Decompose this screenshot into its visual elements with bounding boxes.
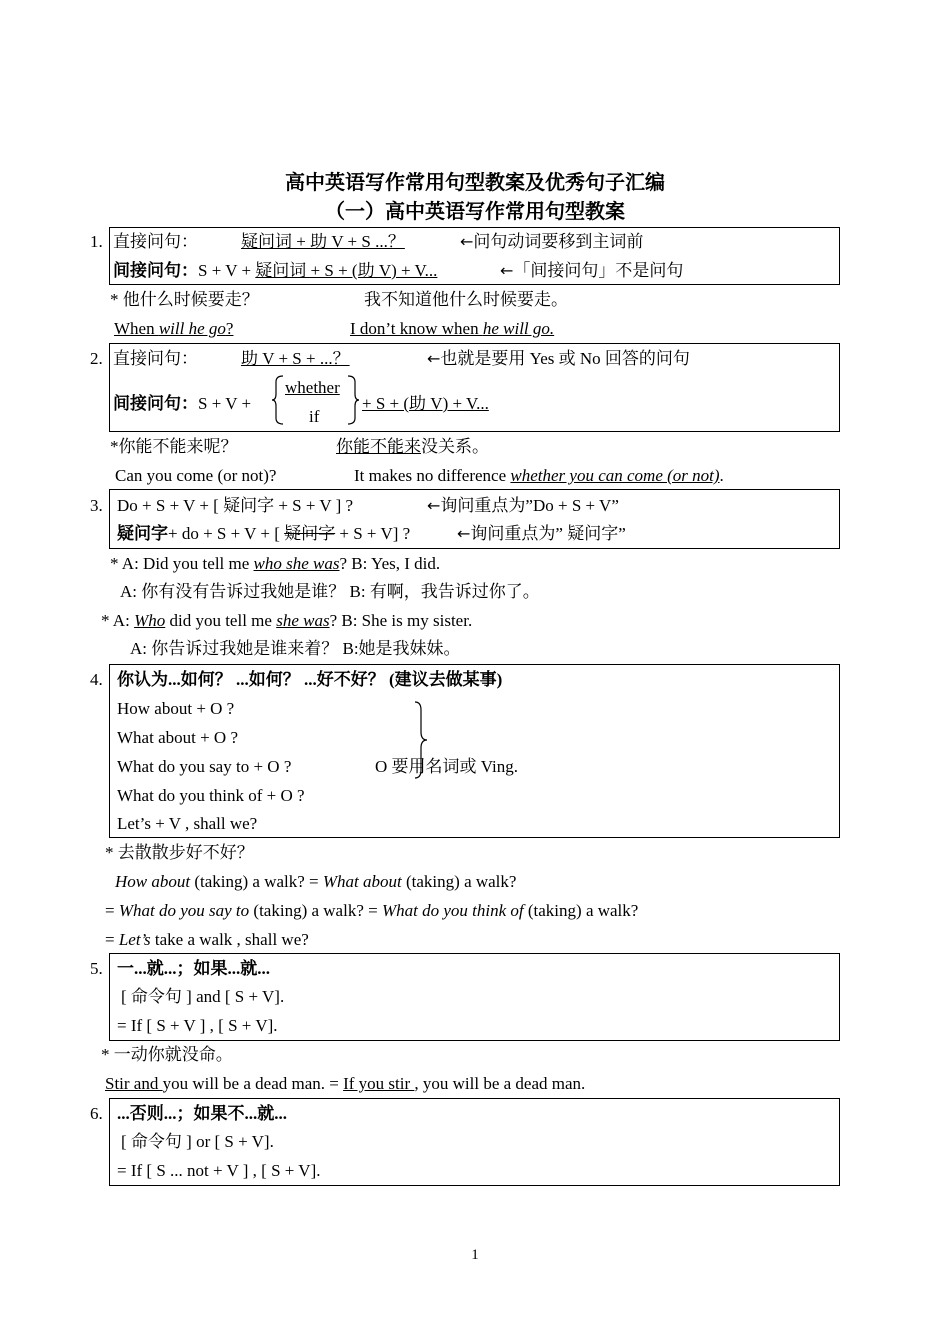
s5-header: 一...就...；如果...就... <box>117 959 270 978</box>
s1-indirect-label: 间接问句： <box>113 261 198 280</box>
s2-example-en1: Can you come (or not)? <box>115 466 277 485</box>
arrow-left-icon: ← <box>427 349 441 368</box>
s1-indirect-line: 间接问句：S + V + 疑问词 + S + (助 V) + V... <box>113 261 438 280</box>
s3-example-2: A: 你有没有告诉过我她是谁？ B: 有啊，我告诉过你了。 <box>120 582 540 601</box>
s3-line1-formula: Do + S + V + [ 疑问字 + S + V ] ? <box>117 496 354 515</box>
arrow-left-icon: ← <box>457 524 471 543</box>
s6-line2: [ 命令句 ] or [ S + V]. <box>121 1132 274 1151</box>
s2-example-cn2: 你能不能来没关系。 <box>336 437 489 456</box>
section-number: 1. <box>90 232 103 251</box>
page-number: 1 <box>471 1247 479 1263</box>
s1-direct-note: ←问句动词要移到主词前 <box>460 232 644 251</box>
arrow-left-icon: ← <box>427 496 441 515</box>
s5-line2: [ 命令句 ] and [ S + V]. <box>121 987 285 1006</box>
s4-item: Let’s + V , shall we? <box>117 814 258 833</box>
s2-option-if: if <box>309 407 320 426</box>
s3-line1-note: ←询问重点为”Do + S + V” <box>427 496 619 515</box>
document-subtitle: （一）高中英语写作常用句型教案 <box>325 201 625 223</box>
s4-item: How about + O ? <box>117 699 235 718</box>
s1-direct-formula: 疑问词 + 助 V + S ...？ <box>241 232 405 251</box>
right-brace-icon <box>346 374 360 426</box>
s6-line3: = If [ S ... not + V ] , [ S + V]. <box>117 1161 321 1180</box>
s3-example-4: A: 你告诉过我她是谁来着？ B:她是我妹妹。 <box>130 639 461 658</box>
arrow-left-icon: ← <box>500 261 514 280</box>
s5-line3: = If [ S + V ] , [ S + V]. <box>117 1016 278 1035</box>
s5-example-en: Stir and you will be a dead man. = If you stir , you will be a dead man. <box>105 1074 586 1093</box>
s1-example-en2: I don’t know when he will go. <box>350 319 555 338</box>
s2-option-whether: whether <box>285 378 340 397</box>
s2-direct-note: ←也就是要用 Yes 或 No 回答的问句 <box>427 349 690 368</box>
s4-example-cn: * 去散散步好不好？ <box>105 843 254 862</box>
s3-example-3: * A: Who did you tell me she was? B: She is my sister. <box>101 611 473 630</box>
section-number: 6. <box>90 1104 103 1123</box>
s1-direct-label: 直接问句： <box>113 232 198 251</box>
s4-example-4: = Let’s take a walk , shall we? <box>105 930 309 949</box>
s1-example-cn2: 我不知道他什么时候要走。 <box>364 290 568 309</box>
section-number: 2. <box>90 349 103 368</box>
s4-item: What do you say to + O ? <box>117 757 292 776</box>
s1-example-cn1: * 他什么时候要走？ <box>110 290 259 309</box>
s2-indirect-line: 间接问句：S + V + <box>113 394 252 413</box>
s2-direct-formula: 助 V + S + ...？ <box>241 349 350 368</box>
section-number: 4. <box>90 670 103 689</box>
section-number: 5. <box>90 959 103 978</box>
s2-indirect-formula: + S + (助 V) + V... <box>362 394 489 413</box>
s5-example-cn: * 一动你就没命。 <box>101 1045 233 1064</box>
s3-example-1: * A: Did you tell me who she was? B: Yes, I did. <box>110 554 441 573</box>
s1-direct-question-line <box>113 231 198 253</box>
s1-indirect-note: ←「间接问句」不是问句 <box>500 261 684 280</box>
s4-item: What about + O ? <box>117 728 238 747</box>
s3-line2-formula: 疑问字+ do + S + V + [ 疑问字 + S + V] ? <box>117 524 411 543</box>
s4-item: What do you think of + O ? <box>117 786 305 805</box>
s2-example-cn1: *你能不能来呢？ <box>110 437 238 456</box>
s4-example-2: How about (taking) a walk? = What about (taking) a walk? <box>115 872 517 891</box>
s2-example-en2: It makes no difference whether you can come (or not). <box>354 466 724 485</box>
s1-example-en1: When will he go? <box>114 319 234 338</box>
s3-line2-note: ←询问重点为” 疑问字” <box>457 524 626 543</box>
s1-indirect-formula: 疑问词 + S + (助 V) + V... <box>255 261 438 280</box>
section-number: 3. <box>90 496 103 515</box>
arrow-left-icon: ← <box>460 232 474 251</box>
document-title: 高中英语写作常用句型教案及优秀句子汇编 <box>285 172 665 194</box>
s4-example-3: = What do you say to (taking) a walk? = What do you think of (taking) a walk? <box>105 901 639 920</box>
s2-direct-label: 直接问句： <box>113 349 198 368</box>
s4-header: 你认为...如何？ ...如何？ ...好不好？ (建议去做某事) <box>117 670 503 689</box>
s2-indirect-label: 间接问句： <box>113 394 198 413</box>
s6-header: ...否则...；如果不...就... <box>117 1104 287 1123</box>
s4-note: O 要用名词或 Ving. <box>375 757 519 776</box>
left-brace-icon <box>271 374 285 426</box>
